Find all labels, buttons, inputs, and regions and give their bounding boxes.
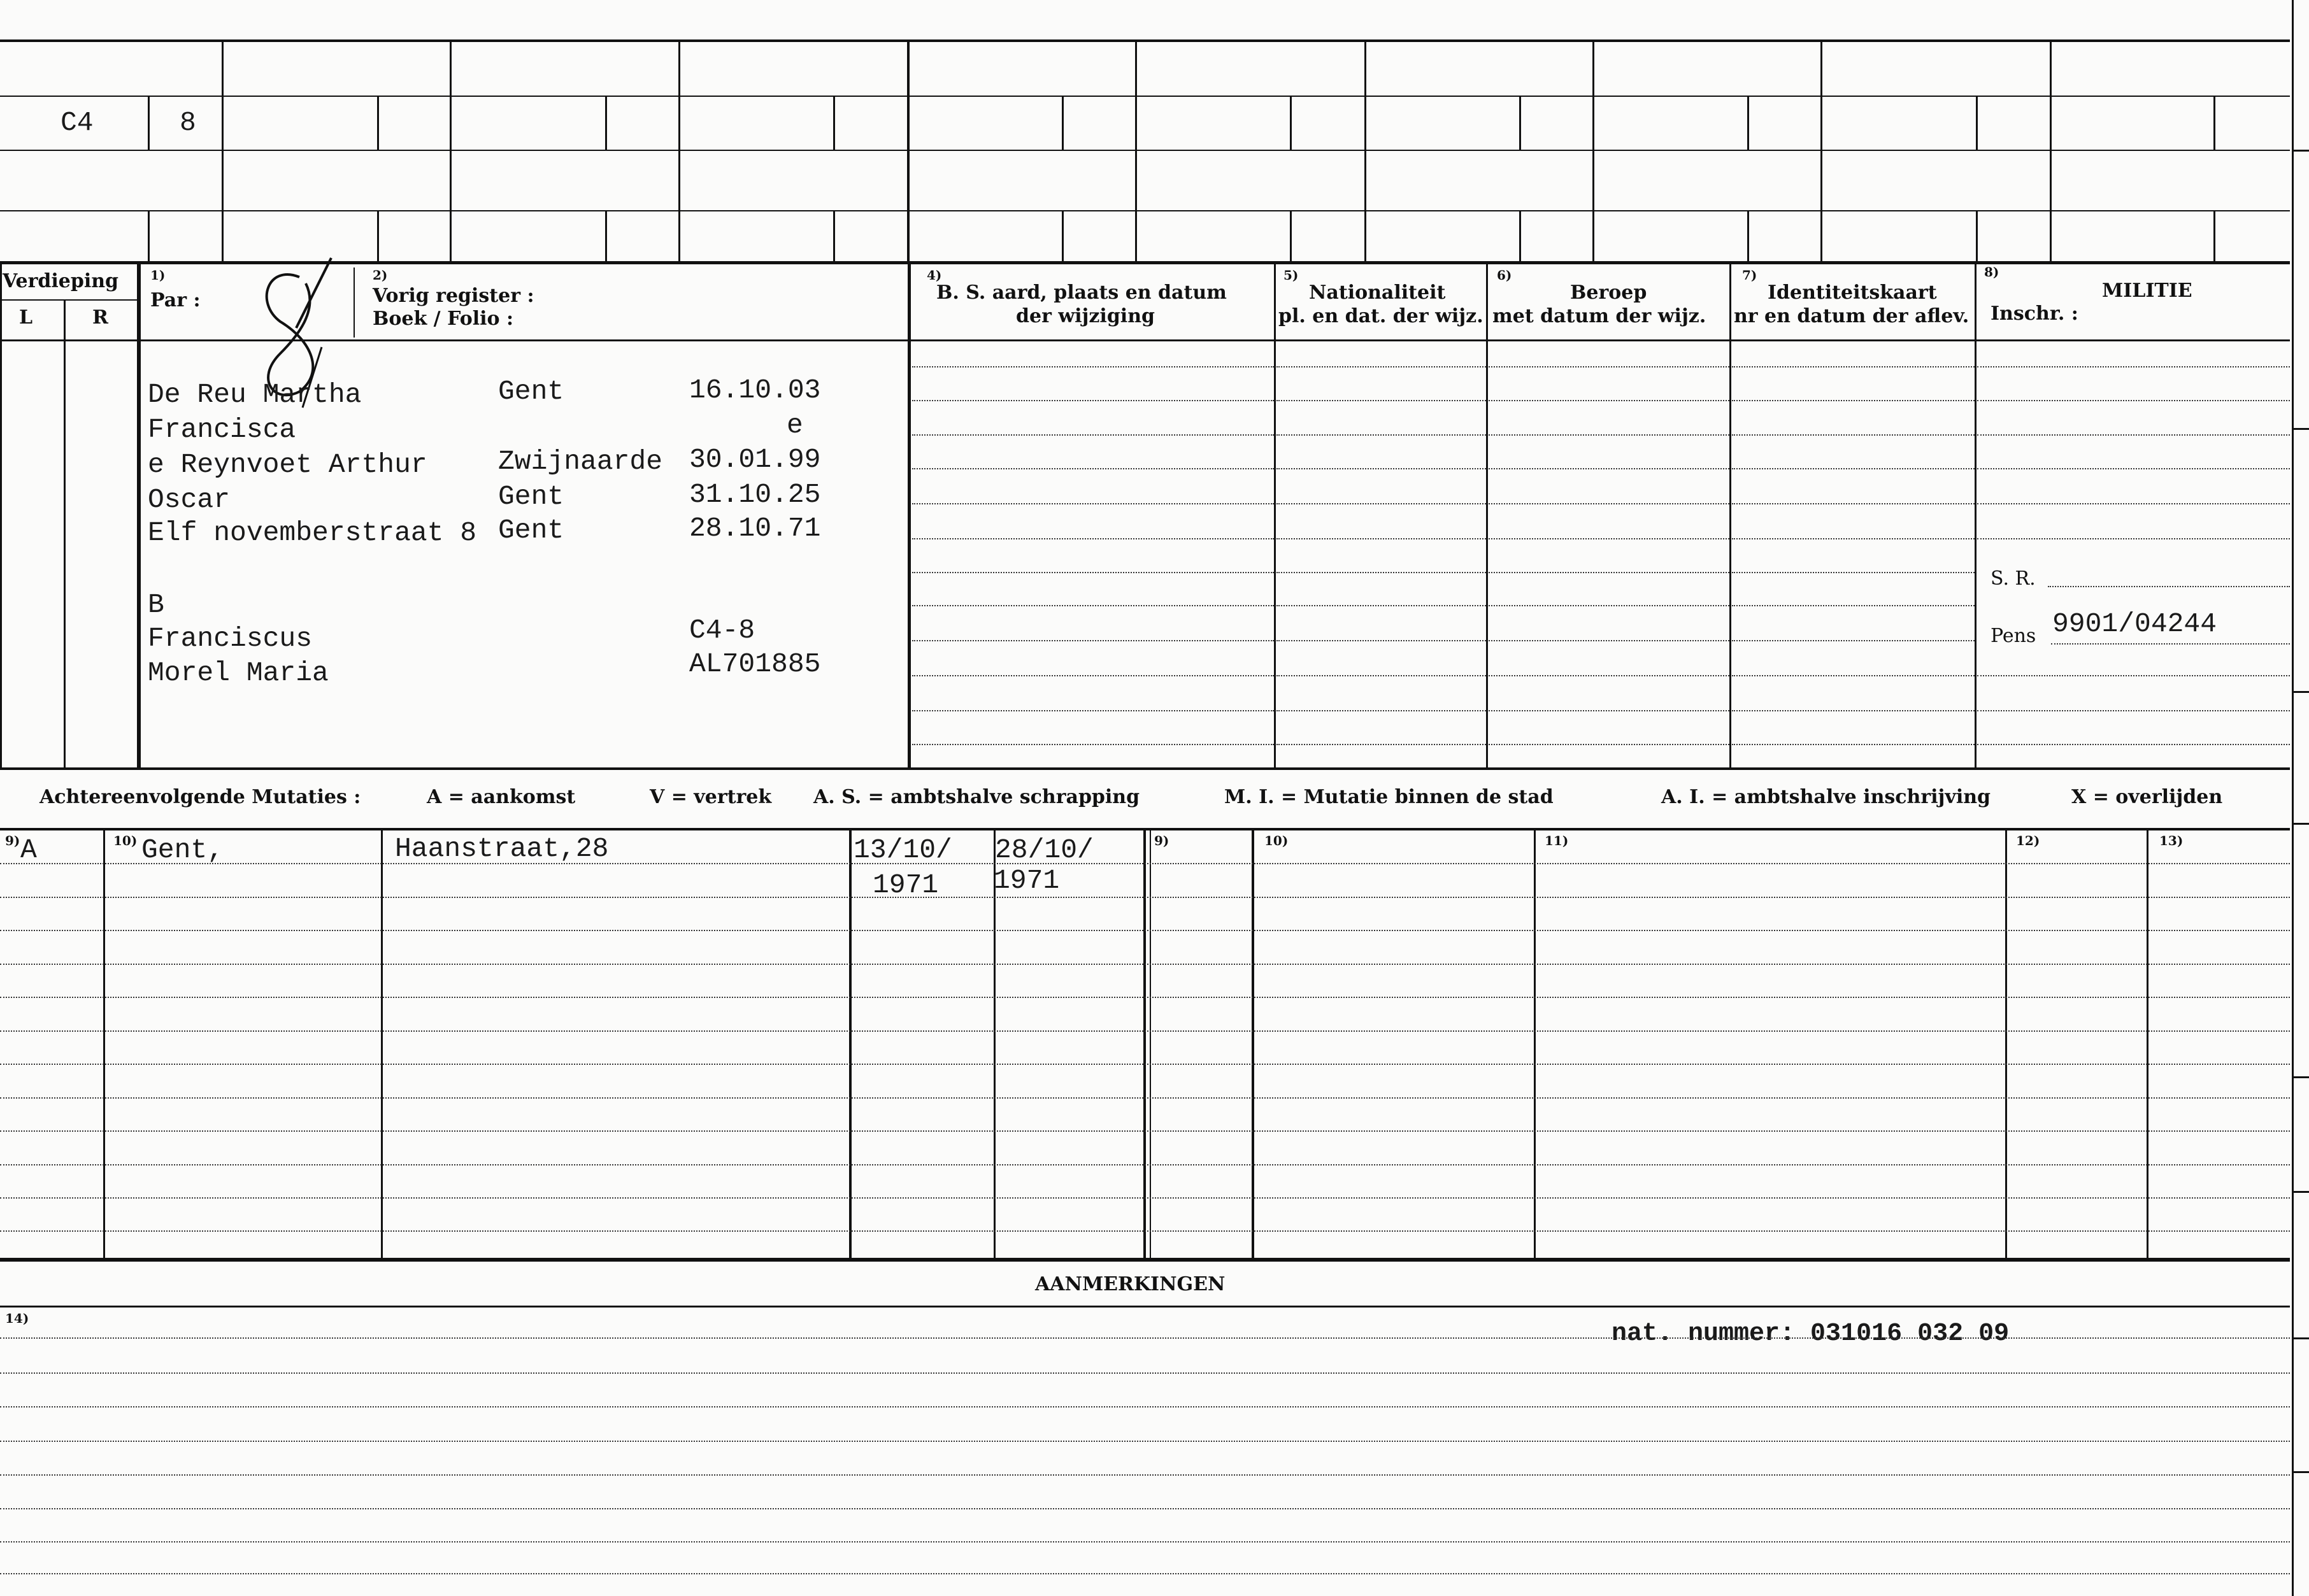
person-line2-mark: e — [787, 410, 803, 441]
mutaties-x: X = overlijden — [2071, 786, 2223, 808]
col7-number: 7) — [1742, 267, 1757, 283]
person-line3-date: 30.01.99 — [689, 444, 821, 475]
mut-col13-number: 13) — [2159, 833, 2184, 848]
code-cell-2: 8 — [180, 107, 196, 138]
bs-header-line1: B. S. aard, plaats en datum — [936, 281, 1227, 304]
remarks-title: AANMERKINGEN — [1035, 1273, 1226, 1295]
person-line6-name: B — [148, 589, 164, 620]
remarks-number: 14) — [5, 1311, 29, 1326]
person-line3-place: Zwijnaarde — [498, 446, 663, 477]
mut-col12-number: 12) — [2016, 833, 2040, 848]
mut-entry-date2-line1: 28/10/ — [995, 834, 1094, 866]
col6-number: 6) — [1497, 267, 1512, 283]
col5-number: 5) — [1283, 267, 1299, 283]
verdieping-r: R — [92, 306, 108, 329]
col1-number: 1) — [150, 267, 166, 283]
person-line7-name: Franciscus — [148, 623, 313, 654]
mut-col10b-number: 10) — [1264, 833, 1289, 848]
mutaties-v: V = vertrek — [650, 786, 772, 808]
id-header-line1: Identiteitskaart — [1768, 281, 1937, 304]
person-line8-name: Morel Maria — [148, 657, 329, 688]
mutaties-title: Achtereenvolgende Mutaties : — [39, 786, 361, 808]
nat-header-line2: pl. en dat. der wijz. — [1278, 305, 1483, 327]
mut-entry-date1-line2: 1971 — [873, 869, 939, 901]
sr-label: S. R. — [1991, 567, 2036, 590]
id-header-line2: nr en datum der aflev. — [1734, 305, 1969, 327]
col4-number: 4) — [927, 267, 942, 283]
person-line7-code: C4-8 — [689, 615, 755, 646]
person-line4-name: Oscar — [148, 484, 231, 515]
mut-col9-number: 9) — [5, 833, 20, 848]
remarks-divider — [0, 1306, 2290, 1307]
beroep-header-line1: Beroep — [1570, 281, 1647, 304]
col2-number: 2) — [373, 267, 388, 283]
pens-value: 9901/04244 — [2052, 608, 2217, 639]
nat-nummer: nat. nummer: 031016 032 09 — [1612, 1320, 2010, 1348]
par-label: Par : — [150, 289, 201, 311]
mut-entry-street: Haanstraat,28 — [395, 833, 609, 864]
inschr-label: Inschr. : — [1991, 303, 2078, 325]
verdieping-l: L — [19, 306, 33, 329]
mut-col9b-number: 9) — [1154, 833, 1169, 848]
vorig-register-label: Vorig register : — [373, 285, 534, 307]
militie-header: MILITIE — [2102, 280, 2192, 302]
nat-header-line1: Nationaliteit — [1309, 281, 1446, 304]
person-line1-date: 16.10.03 — [689, 374, 821, 406]
verdieping-header: Verdieping — [3, 270, 119, 292]
person-line2-name: Francisca — [148, 414, 296, 445]
person-line1-name: De Reu Martha — [148, 379, 362, 410]
mut-entry-date1-line1: 13/10/ — [854, 834, 952, 866]
mut-entry-city: Gent, — [141, 834, 224, 866]
mutaties-as: A. S. = ambtshalve schrapping — [813, 786, 1140, 808]
mut-entry-date2-line2: 1971 — [994, 865, 1060, 896]
col8-number: 8) — [1984, 264, 1999, 280]
mut-col10-number: 10) — [113, 833, 138, 848]
person-line5-place: Gent — [498, 515, 564, 546]
boek-folio-label: Boek / Folio : — [373, 308, 514, 330]
person-line5-name: Elf novemberstraat 8 — [148, 517, 477, 548]
person-line4-date: 31.10.25 — [689, 479, 821, 510]
mut-entry-type: A — [20, 834, 37, 866]
person-line3-name: e Reynvoet Arthur — [148, 449, 427, 480]
person-line4-place: Gent — [498, 481, 564, 512]
code-cell-1: C4 — [61, 107, 94, 138]
mut-col11-number: 11) — [1545, 833, 1569, 848]
mutaties-mi: M. I. = Mutatie binnen de stad — [1224, 786, 1554, 808]
mutaties-a: A = aankomst — [427, 786, 576, 808]
pens-label: Pens — [1991, 625, 2036, 647]
person-line8-code: AL701885 — [689, 648, 821, 680]
person-line1-place: Gent — [498, 376, 564, 407]
mutaties-ai: A. I. = ambtshalve inschrijving — [1661, 786, 1991, 808]
beroep-header-line2: met datum der wijz. — [1492, 305, 1706, 327]
bs-header-line2: der wijziging — [1016, 305, 1155, 327]
person-line5-date: 28.10.71 — [689, 513, 821, 544]
